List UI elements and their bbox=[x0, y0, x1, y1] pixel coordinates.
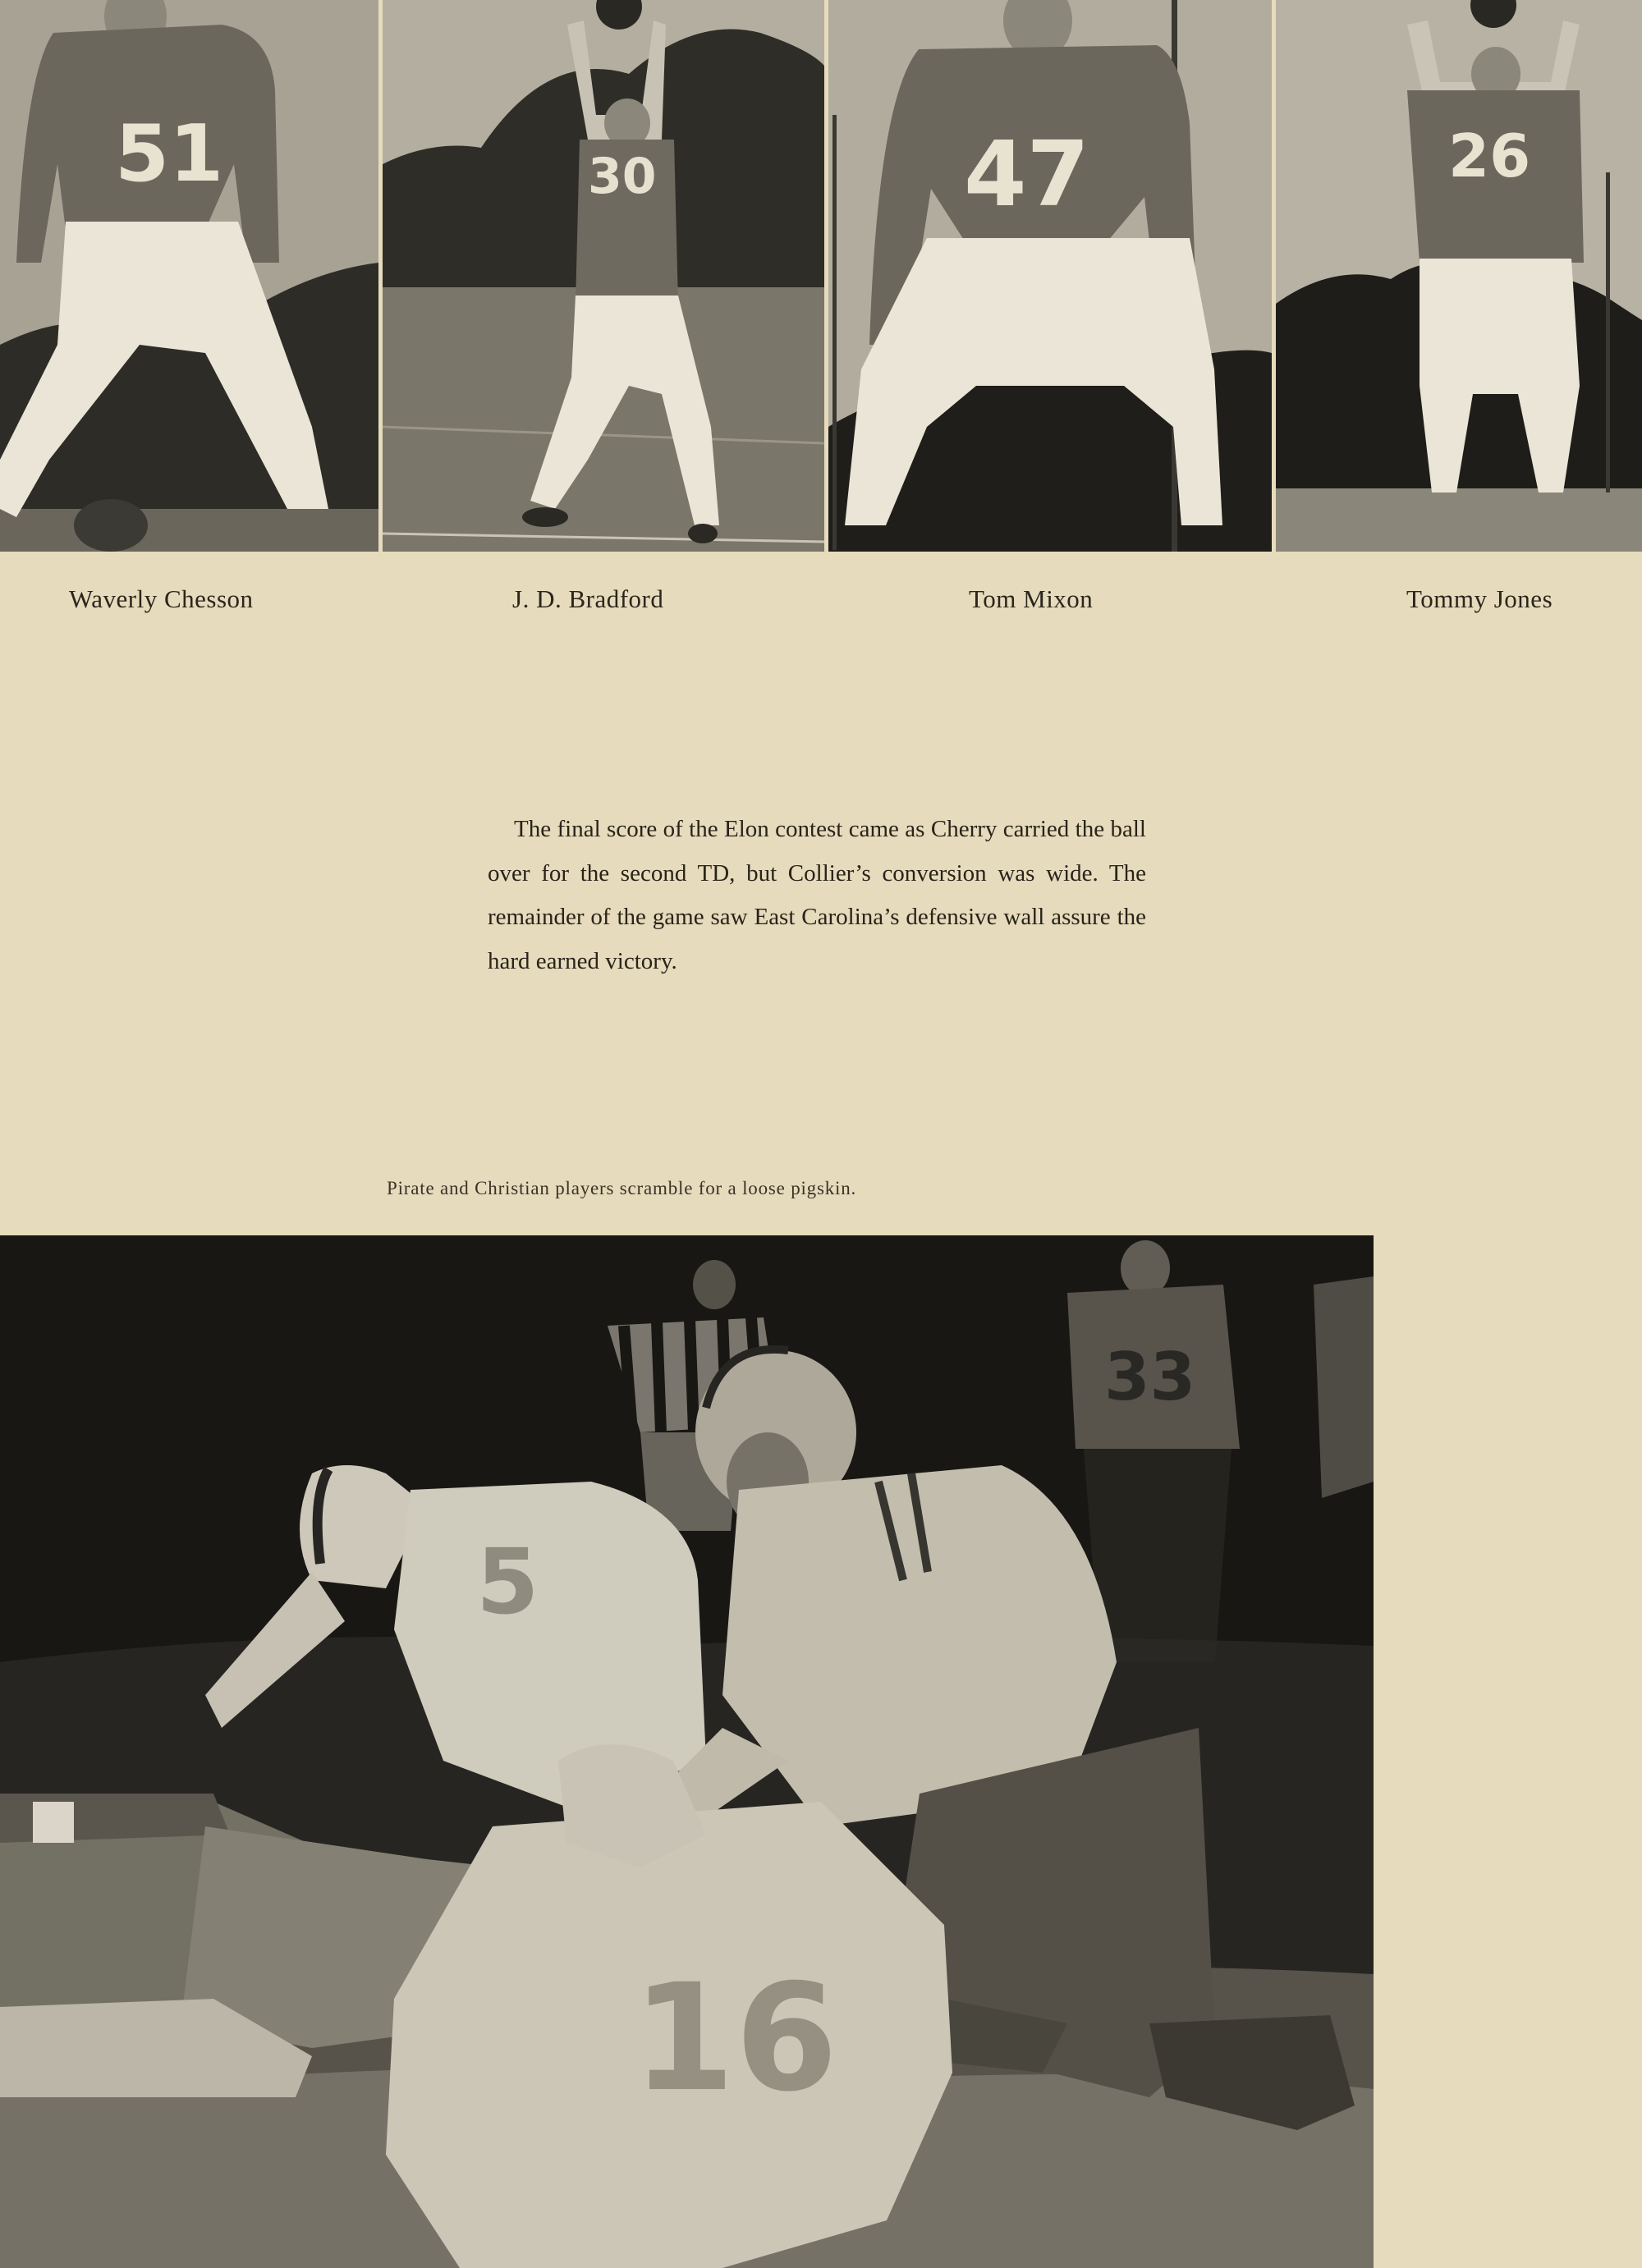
player-name: Tommy Jones bbox=[1406, 584, 1553, 613]
player-photo-chesson bbox=[0, 0, 378, 552]
photo-caption: Pirate and Christian players scramble for a loose pigskin. bbox=[387, 1178, 857, 1198]
jersey-number: 26 bbox=[1448, 121, 1531, 190]
player-photo-mixon bbox=[828, 0, 1272, 552]
jersey-number: 30 bbox=[588, 148, 657, 205]
story-paragraph: The final score of the Elon contest came as Cherry carried the ball over for the second TD, but Collier’s conversion was wide. The remainder of the game saw East Carolina’s defensive wall assure the hard earned victory. bbox=[488, 816, 1146, 974]
player-name: Tom Mixon bbox=[969, 584, 1094, 613]
jersey-number: 16 bbox=[632, 1953, 838, 2124]
player-name: Waverly Chesson bbox=[69, 584, 254, 613]
jersey-number: 33 bbox=[1104, 1339, 1196, 1415]
player-photo-bradford bbox=[383, 0, 824, 552]
player-name: J. D. Bradford bbox=[512, 584, 664, 613]
jersey-number: 51 bbox=[115, 109, 224, 199]
player-photo-jones bbox=[1276, 0, 1642, 552]
jersey-number: 47 bbox=[964, 121, 1090, 227]
action-photo bbox=[0, 1235, 1374, 2268]
svg-text:5: 5 bbox=[476, 1529, 539, 1634]
